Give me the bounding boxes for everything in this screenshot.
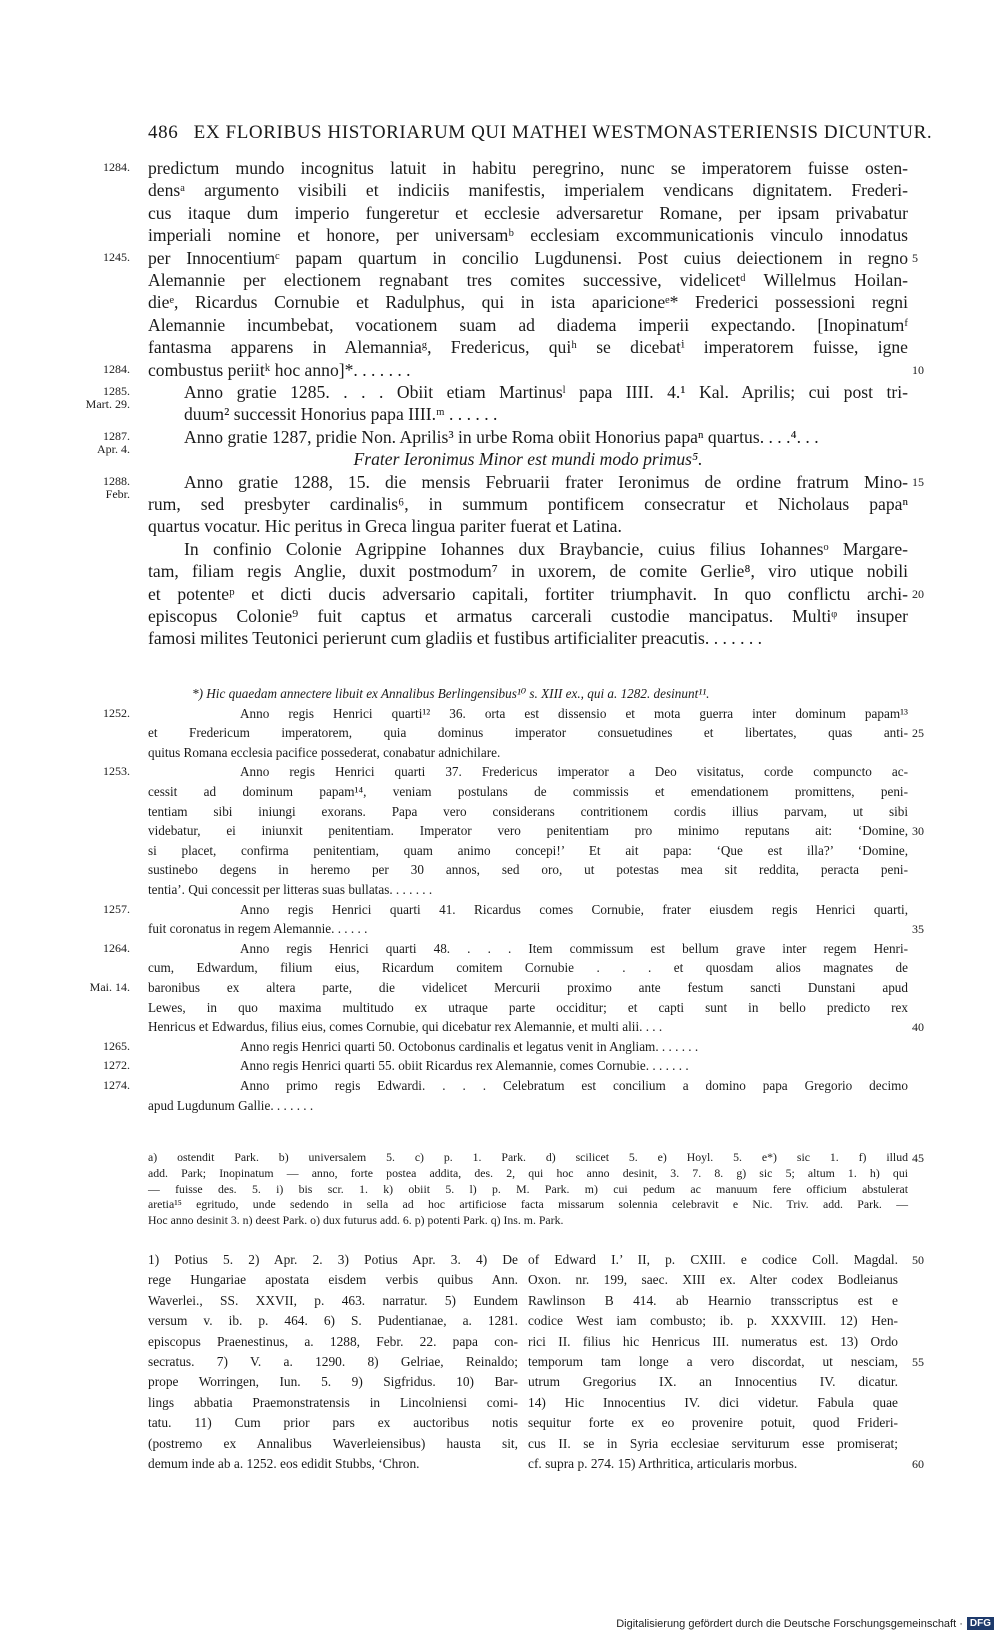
margin-date: 1272.	[103, 1058, 130, 1073]
text-line: tatu. 11) Cum prior pars ex auctoribus notis	[148, 1415, 518, 1431]
text-line: dieᵉ, Ricardus Cornubie et Radulphus, qui in ista aparicioneᵉ* Frederici possessioni regni	[148, 292, 908, 313]
text-line: tentiam sibi iniungi exorans. Papa vero considerans contritionem cordis illius parvam, ut sibi	[148, 803, 908, 819]
text-line: Frater Ieronimus Minor est mundi modo primus⁵.	[353, 449, 703, 470]
line-number: 55	[912, 1355, 924, 1369]
text-line: predictum mundo incognitus latuit in habitu peregrino, nunc se imperatorem fuisse osten-	[148, 158, 908, 178]
line-number: 25	[912, 726, 924, 741]
text-line: temporum tam longe a vero discordat, ut nesciam,	[528, 1354, 898, 1369]
line-number: 10	[912, 362, 924, 377]
line-number: 50	[912, 1253, 924, 1267]
margin-date: 1288. Febr.	[103, 473, 130, 501]
text-line: si placet, confirma penitentiam, quam animo concepi!’ Et ait papa: ‘Que est illa?’ ‘Domine,	[148, 842, 908, 858]
text-line: episcopus Praenestinus, a. 1288, Febr. 22. papa con-	[148, 1333, 518, 1349]
text-line: episcopus Colonie⁹ fuit captus et armatus carcerali custodie mancipatus. Multiᵠ insuper	[148, 606, 908, 626]
text-line: rege Hungariae apostata eisdem verbis quibus Ann.	[148, 1272, 518, 1288]
line-number: 35	[912, 922, 924, 937]
text-line: Anno gratie 1287, pridie Non. Aprilis³ in urbe Roma obiit Honorius papaⁿ quartus. . . .⁴. . .	[184, 426, 819, 447]
text-line: Anno regis Henrici quarti¹² 36. orta est dissensio et mota guerra inter dominum papam¹³	[240, 705, 908, 721]
text-line: Anno gratie 1285. . . . Obiit etiam Martinusˡ papa IIII. 4.¹ Kal. Aprilis; cui post tri-	[184, 382, 908, 402]
margin-date: 1265.	[103, 1038, 130, 1053]
text-line: *) Hic quaedam annectere libuit ex Annalibus Berlingensibus¹⁰ s. XIII ex., qui a. 1282. desinunt¹¹.	[192, 686, 710, 701]
text-line: — fuisse des. 5. i) bis scr. 1. k) obiit 5. l) p. M. Park. m) cui pedum ac manuum fere officium abstulerat	[148, 1181, 908, 1196]
text-line: (postremo ex Annalibus Waverleiensibus) hausta sit,	[148, 1435, 518, 1451]
line-number: 15	[912, 474, 924, 489]
margin-date: 1253.	[103, 764, 130, 779]
text-line: Alemannie incumbebat, vocationem suam ad diadema imperii expectando. [Inopinatumᶠ	[148, 314, 908, 335]
margin-date: Mai. 14.	[89, 980, 130, 994]
text-line: duum² successit Honorius papa IIII.ᵐ . . . . . .	[184, 404, 498, 425]
text-line: aretia¹⁵ egritudo, unde sedendo in sella ad hoc artificiose facta missarum solennia celebravit e Nic. Triv. add. Park. —	[148, 1197, 908, 1212]
text-line: secratus. 7) V. a. 1290. 8) Gelriae, Reinaldo;	[148, 1354, 518, 1369]
text-line: et potenteᵖ et dicti ducis adversario capitali, fortiter triumphavit. In quo conflictu archi-	[148, 583, 908, 604]
text-line: cum, Edwardum, filium eius, Ricardum comitem Cornubie . . . et quosdam alios magnates de	[148, 960, 908, 976]
margin-date: 1245.	[103, 249, 130, 264]
text-line: Anno regis Henrici quarti 50. Octobonus cardinalis et legatus venit in Angliam. . . . . . .	[240, 1038, 699, 1054]
text-line: tam, filiam regis Anglie, duxit postmodum⁷ in uxorem, de comite Gerlie⁸, viro utique nobili	[148, 561, 908, 582]
text-line: demum inde ab a. 1252. eos edidit Stubbs, ‘Chron.	[148, 1456, 420, 1471]
text-line: Oxon. nr. 199, saec. XIII ex. Alter codex Bodleianus	[528, 1272, 898, 1288]
margin-date: 1287. Apr. 4.	[97, 428, 130, 456]
margin-date: 1257.	[103, 901, 130, 916]
running-header	[148, 122, 933, 144]
line-number: 20	[912, 586, 924, 601]
text-line: lings abbatia Praemonstratensis in Lincolniensi comi-	[148, 1394, 518, 1410]
margin-date: 1252.	[103, 705, 130, 720]
text-line: Alemannie per electionem regnabant tres comites successive, videlicetᵈ Willelmus Hoilan-	[148, 270, 908, 290]
text-line: quitus Romana ecclesia pacifice possederat, conabatur adnichilare.	[148, 744, 501, 760]
running-title: EX FLORIBUS HISTORIARUM QUI MATHEI WESTMONASTERIENSIS DICUNTUR.	[193, 122, 933, 143]
text-line: Anno regis Henrici quarti 55. obiit Ricardus rex Alemannie, comes Cornubie. . . . . . .	[240, 1058, 689, 1074]
text-line: combustus periitᵏ hoc anno]*. . . . . . .	[148, 359, 411, 380]
text-line: In confinio Colonie Agrippine Iohannes dux Braybancie, cuius filius Iohannesᵒ Margare-	[184, 538, 908, 559]
text-line: a) ostendit Park. b) universalem 5. c) p. 1. Park. d) scilicet 5. e) Hoyl. 5. e*) sic 1. f) illud	[148, 1150, 908, 1164]
text-line: cus itaque dum imperio fungeretur et ecclesie adversaretur Romane, per ipsam privabatur	[148, 202, 908, 223]
text-line: Lewes, in quo maxima multitudo ex utraque parte occiditur; et capti sunt in bello predicto rex	[148, 999, 908, 1015]
text-line: imperiali nomine et honore, per universamᵇ ecclesiam excommunicationis vinculo innodatus	[148, 225, 908, 246]
text-line: et Fredericum imperatorem, quia dominus imperator consuetudines et libertates, quas anti-	[148, 725, 908, 741]
text-line: baronibus ex altera parte, die videlicet Mercurii proximo ante festum sancti Dunstani apud	[148, 980, 908, 995]
text-line: cf. supra p. 274. 15) Arthritica, articularis morbus.	[528, 1456, 798, 1471]
line-number: 30	[912, 824, 924, 839]
text-line: 1) Potius 5. 2) Apr. 2. 3) Potius Apr. 3. 4) De	[148, 1252, 518, 1267]
margin-date: 1284.	[103, 160, 130, 174]
text-line: Anno regis Henrici quarti 48. . . . Item commissum est bellum grave inter regem Henri-	[240, 940, 908, 956]
margin-date: 1285. Mart. 29.	[85, 384, 130, 411]
text-line: fuit coronatus in regem Alemannie. . . . . .	[148, 921, 368, 937]
text-line: rici II. filius hic Henricus III. numeratus est. 13) Ordo	[528, 1333, 898, 1349]
text-line: quartus vocatur. Hic peritus in Greca lingua pariter fuerat et Latina.	[148, 516, 622, 537]
line-number: 40	[912, 1020, 924, 1035]
text-line: cus II. se in Syria ecclesiae serviturum esse promiserat;	[528, 1435, 898, 1451]
text-line: versum v. ib. p. 464. 6) S. Pudentianae, a. 1281.	[148, 1313, 518, 1329]
text-line: add. Park; Inopinatum — anno, forte postea addita, des. 2, qui hoc anno desinit, 3. 7. 8. g) sic 5; altum 1. h) qui	[148, 1165, 908, 1180]
dfg-logo: DFG	[967, 1617, 994, 1630]
text-line: fantasma apparens in Alemanniaᵍ, Fredericus, quiʰ se dicebatⁱ imperatorem fuisse, igne	[148, 337, 908, 358]
text-line: tentia’. Qui concessit per litteras suas bullatas. . . . . . .	[148, 882, 433, 897]
text-line: Waverlei., SS. XXVII, p. 463. narratur. 5) Eundem	[148, 1292, 518, 1308]
text-line: Anno regis Henrici quarti 41. Ricardus comes Cornubie, frater eiusdem regis Henrici quarti,	[240, 901, 908, 917]
line-number: 5	[912, 250, 918, 265]
text-line: of Edward I.’ II, p. CXIII. e codice Coll. Magdal.	[528, 1252, 898, 1267]
text-line: Anno regis Henrici quarti 37. Fredericus imperator a Deo visitatus, corde compuncto ac-	[240, 764, 908, 780]
text-line: Anno gratie 1288, 15. die mensis Februarii frater Ieronimus de ordine fratrum Mino-	[184, 471, 908, 492]
text-line: videbatur, ei iniunxit penitentiam. Imperator vero penitentiam pro minimo reputans ait: ‘Domine,	[148, 823, 908, 839]
margin-date: 1284.	[103, 361, 130, 376]
text-line: utrum Gregorius IX. an Innocentius IV. dicatur.	[528, 1374, 898, 1390]
text-line: densᵃ argumento visibili et indiciis manifestis, imperialem vendicans dignitatem. Frederi-	[148, 180, 908, 201]
text-line: famosi milites Teutonici perierunt cum gladiis et fustibus artificialiter preacutis. . . . . . .	[148, 628, 763, 649]
digitization-credit	[616, 1617, 994, 1630]
line-number: 60	[912, 1457, 924, 1471]
text-line: 14) Hic Innocentius IV. dici videtur. Fabula quae	[528, 1394, 898, 1410]
text-line: Anno primo regis Edwardi. . . . Celebratum est concilium a domino papa Gregorio decimo	[240, 1078, 908, 1093]
margin-date: 1274.	[103, 1078, 130, 1092]
text-line: prope Worringen, Iun. 5. 9) Sigfridus. 10) Bar-	[148, 1374, 518, 1390]
text-line: Rawlinson B 414. ab Hearnio transscriptus est e	[528, 1292, 898, 1308]
text-line: Henricus et Edwardus, filius eius, comes Cornubie, qui dicebatur rex Alemannie, et multi alii. . . .	[148, 1019, 663, 1035]
text-line: sustinebo degens in heremo per 30 annos, sed oro, ut potestas mea sit reddita, peracta peni-	[148, 862, 908, 878]
text-line: cessit ad dominum papam¹⁴, veniam postulans de commissis et emendationem promittens, peni-	[148, 784, 908, 799]
line-number: 45	[912, 1151, 924, 1165]
text-line: per Innocentiumᶜ papam quartum in concilio Lugdunensi. Post cuius deiectionem in regno	[148, 247, 908, 268]
page-number: 486	[148, 122, 179, 143]
margin-date: 1264.	[103, 940, 130, 955]
text-line: codice West iam combusto; ib. p. XXXVIII. 12) Hen-	[528, 1313, 898, 1329]
text-line: sequitur forte ex eo provenire potuit, quod Frideri-	[528, 1415, 898, 1431]
text-line: apud Lugdunum Gallie. . . . . . .	[148, 1097, 314, 1113]
text-line: rum, sed presbyter cardinalis⁶, in summum pontificem consecratur et Nicholaus papaⁿ	[148, 494, 908, 514]
text-line: Hoc anno desinit 3. n) deest Park. o) dux futurus add. 6. p) potenti Park. q) Ins. m. Park.	[148, 1213, 564, 1228]
credit-text: Digitalisierung gefördert durch die Deutsche Forschungsgemeinschaft ·	[616, 1617, 963, 1630]
